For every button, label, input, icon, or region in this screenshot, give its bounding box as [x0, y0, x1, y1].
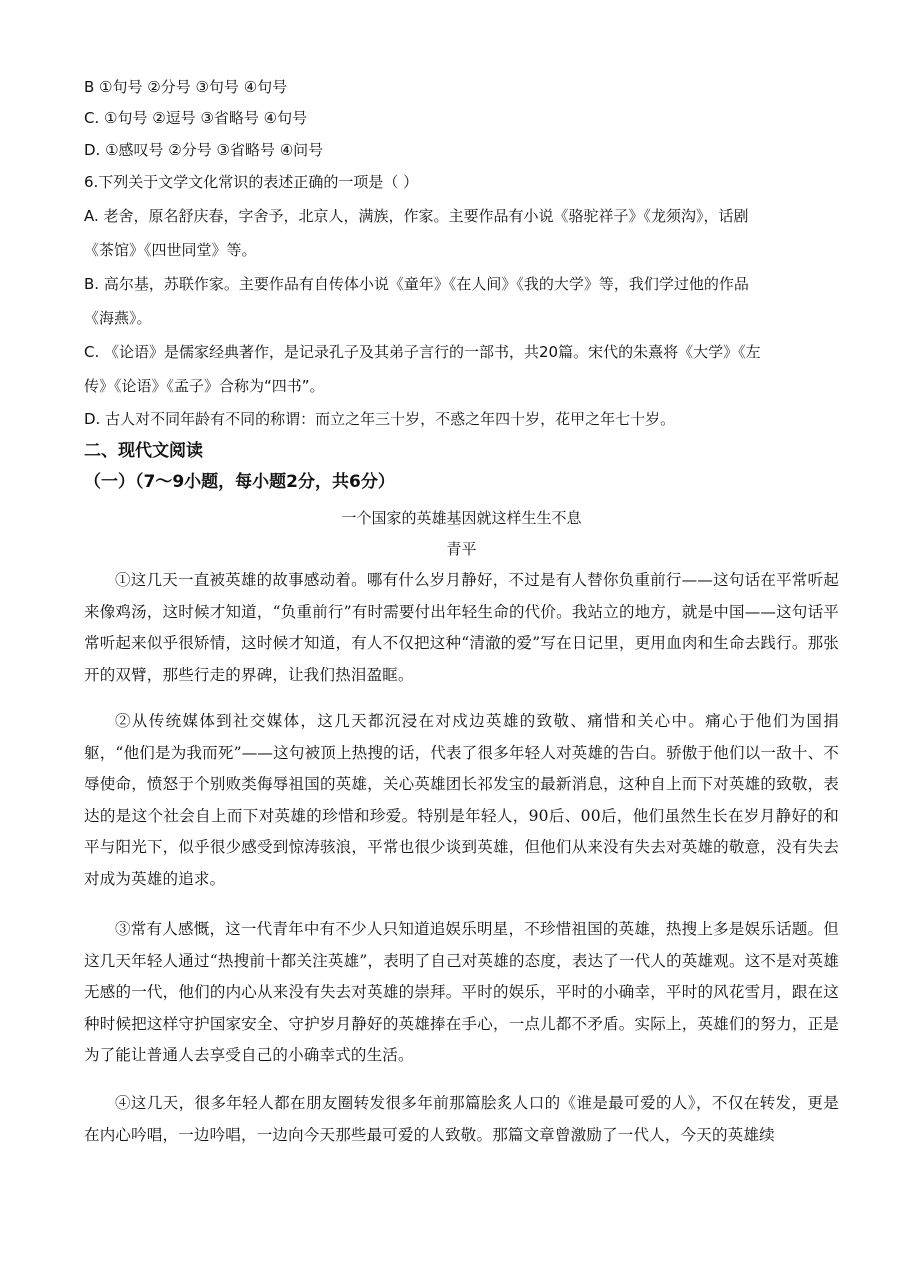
q5-option-b: B ①句号 ②分号 ③句号 ④句号	[84, 78, 288, 96]
q5-option-c: C. ①句号 ②逗号 ③省略号 ④句号	[84, 109, 308, 127]
q6-option-c-line2: 传》《论语》《孟子》合称为“四书”。	[84, 377, 325, 395]
article-author: 青平	[446, 540, 477, 558]
q6-option-a-line2: 《茶馆》《四世同堂》等。	[84, 241, 257, 259]
article-paragraph-4: ④这几天，很多年轻人都在朋友圈转发很多年前那篇脍炙人口的《谁是最可爱的人》，不仅在转发，更是在内心吟唱，一边吟唱，一边向今天那些最可爱的人致敬。那篇文章曾激励了一代人，今天的英雄续	[84, 1094, 839, 1144]
q6-option-b-line1: B. 高尔基，苏联作家。主要作品有自传体小说《童年》《在人间》《我的大学》等，我们学过他的作品	[84, 275, 749, 293]
q6-option-c-line1: C. 《论语》是儒家经典著作，是记录孔子及其弟子言行的一部书，共20篇。宋代的朱熹将《大学》《左	[84, 343, 761, 361]
section-subheading: （一）（7～9小题，每小题2分，共6分）	[84, 472, 395, 492]
q6-option-d: D. 古人对不同年龄有不同的称谓：而立之年三十岁，不惑之年四十岁，花甲之年七十岁。	[84, 410, 676, 428]
q6-option-a-line1: A. 老舍，原名舒庆春，字舍予，北京人，满族，作家。主要作品有小说《骆驼祥子》《龙须沟》，话剧	[84, 207, 749, 225]
article-paragraph-2: ②从传统媒体到社交媒体，这几天都沉浸在对戍边英雄的致敬、痛惜和关心中。痛心于他们为国捐躯，“他们是为我而死”——这句被顶上热搜的话，代表了很多年轻人对英雄的告白。骄傲于他们以一敌十、不辱使命，愤怒于个别败类侮辱祖国的英雄，关心英雄团长祁发宝的最新消息，这种自上而下对英雄的致敬，表达的是这个社会自上而下对英雄的珍惜和珍爱。特别是年轻人，90后、00后，他们虽然生长在岁月静好的和平与阳光下，似乎很少感受到惊涛骇浪，平常也很少谈到英雄，但他们从来没有失去对英雄的敬意，没有失去对成为英雄的追求。	[84, 712, 839, 888]
article-paragraph-1: ①这几天一直被英雄的故事感动着。哪有什么岁月静好，不过是有人替你负重前行——这句话在平常听起来像鸡汤，这时候才知道，“负重前行”有时需要付出年轻生命的代价。我站立的地方，就是中国——这句话平常听起来似乎很矫情，这时候才知道，有人不仅把这种“清澈的爱”写在日记里，更用血肉和生命去践行。那张开的双臂，那些行走的界碑，让我们热泪盈眶。	[84, 571, 839, 684]
section-heading: 二、现代文阅读	[84, 441, 203, 461]
article-paragraph-3: ③常有人感慨，这一代青年中有不少人只知道追娱乐明星，不珍惜祖国的英雄，热搜上多是娱乐话题。但这几天年轻人通过“热搜前十都关注英雄”，表明了自己对英雄的态度，表达了一代人的英雄观。这不是对英雄无感的一代，他们的内心从来没有失去对英雄的崇拜。平时的娱乐，平时的小确幸，平时的风花雪月，跟在这种时候把这样守护国家安全、守护岁月静好的英雄捧在手心，一点儿都不矛盾。实际上，英雄们的努力，正是为了能让普通人去享受自己的小确幸式的生活。	[84, 920, 839, 1064]
q6-stem: 6.下列关于文学文化常识的表述正确的一项是（ ）	[84, 173, 419, 191]
q6-option-b-line2: 《海燕》。	[84, 309, 152, 327]
q5-option-d: D. ①感叹号 ②分号 ③省略号 ④问号	[84, 141, 324, 159]
article-title: 一个国家的英雄基因就这样生生不息	[341, 509, 582, 527]
